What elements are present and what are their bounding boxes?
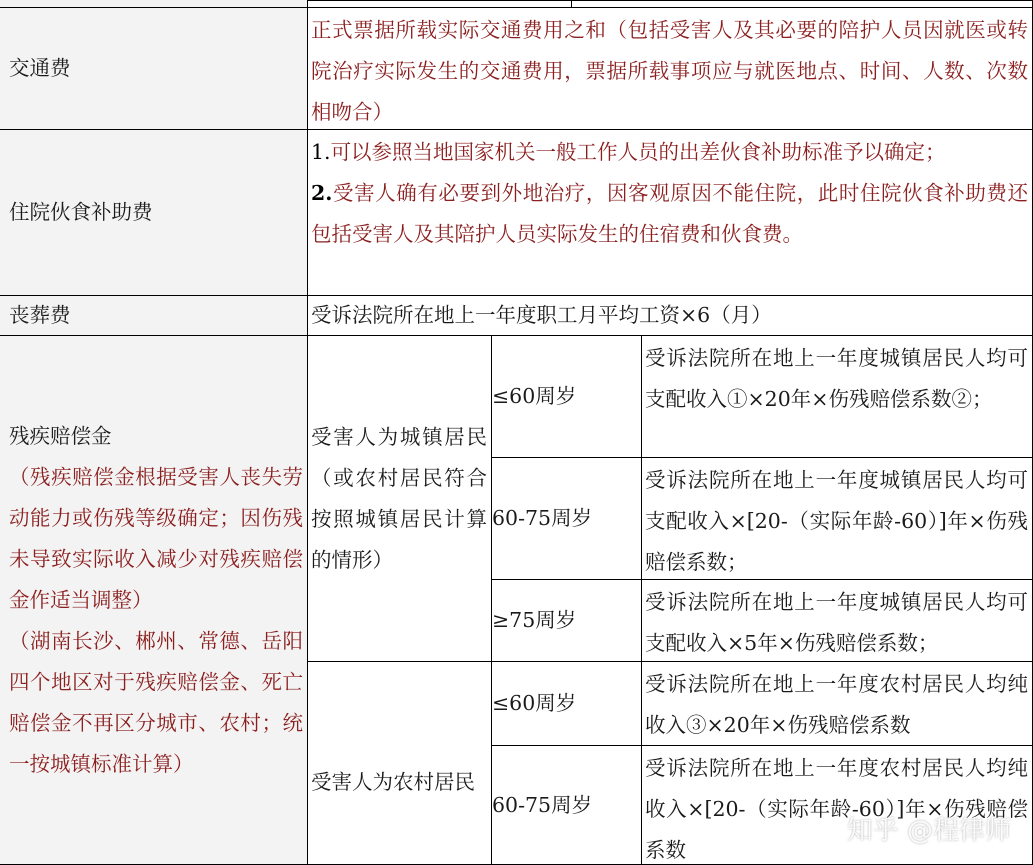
rural-age-2: 60-75周岁 bbox=[492, 746, 642, 865]
prev-row-col2 bbox=[308, 0, 572, 8]
prev-row-col1 bbox=[0, 0, 308, 8]
meal-item-1: 1.可以参照当地国家机关一般工作人员的出差伙食补助标准予以确定； bbox=[311, 140, 946, 164]
urban-age-2: 60-75周岁 bbox=[492, 458, 642, 580]
rural-formula-2: 受诉法院所在地上一年度农村居民人均纯收入×[20-（实际年龄-60）]年×伤残赔偿系数 bbox=[642, 746, 1033, 865]
disability-label-cell bbox=[0, 336, 308, 865]
disability-note-2: （湖南长沙、郴州、常德、岳阳四个地区对于残疾赔偿金、死亡赔偿金不再区分城市、农村；统一按城镇标准计算） bbox=[9, 629, 303, 776]
urban-formula-1: 受诉法院所在地上一年度城镇居民人均可支配收入①×20年×伤残赔偿系数②； bbox=[642, 336, 1033, 458]
meal-label: 住院伙食补助费 bbox=[0, 130, 308, 296]
watermark: 知乎 @程律师 bbox=[846, 816, 1011, 846]
urban-formula-3: 受诉法院所在地上一年度城镇居民人均可支配收入×5年×伤残赔偿系数； bbox=[642, 580, 1033, 662]
prev-row-col3 bbox=[572, 0, 1033, 8]
meal-item-2: 2.受害人确有必要到外地治疗，因客观原因不能住院，此时住院伙食补助费还包括受害人及其陪护人员实际发生的住宿费和伙食费。 bbox=[311, 181, 1028, 246]
meal-content bbox=[308, 130, 1033, 296]
traffic-content: 正式票据所载实际交通费用之和（包括受害人及其必要的陪护人员因就医或转院治疗实际发生的交通费用，票据所载事项应与就医地点、时间、人数、次数相吻合） bbox=[308, 8, 1033, 130]
disability-note-1: （残疾赔偿金根据受害人丧失劳动能力或伤残等级确定；因伤残未导致实际收入减少对残疾赔偿金作适当调整） bbox=[9, 465, 303, 612]
rural-formula-1: 受诉法院所在地上一年度农村居民人均纯收入③×20年×伤残赔偿系数 bbox=[642, 662, 1033, 746]
urban-formula-2: 受诉法院所在地上一年度城镇居民人均可支配收入×[20-（实际年龄-60）]年×伤残赔偿系数； bbox=[642, 458, 1033, 580]
urban-age-3: ≥75周岁 bbox=[492, 580, 642, 662]
funeral-content: 受诉法院所在地上一年度职工月平均工资×6（月） bbox=[308, 296, 1033, 336]
disability-label: 残疾赔偿金 bbox=[9, 424, 112, 448]
funeral-label: 丧葬费 bbox=[0, 296, 308, 336]
rural-category: 受害人为农村居民 bbox=[308, 662, 492, 865]
urban-age-1: ≤60周岁 bbox=[492, 336, 642, 458]
urban-category: 受害人为城镇居民（或农村居民符合按照城镇居民计算的情形） bbox=[308, 336, 492, 662]
traffic-label: 交通费 bbox=[0, 8, 308, 130]
rural-age-1: ≤60周岁 bbox=[492, 662, 642, 746]
